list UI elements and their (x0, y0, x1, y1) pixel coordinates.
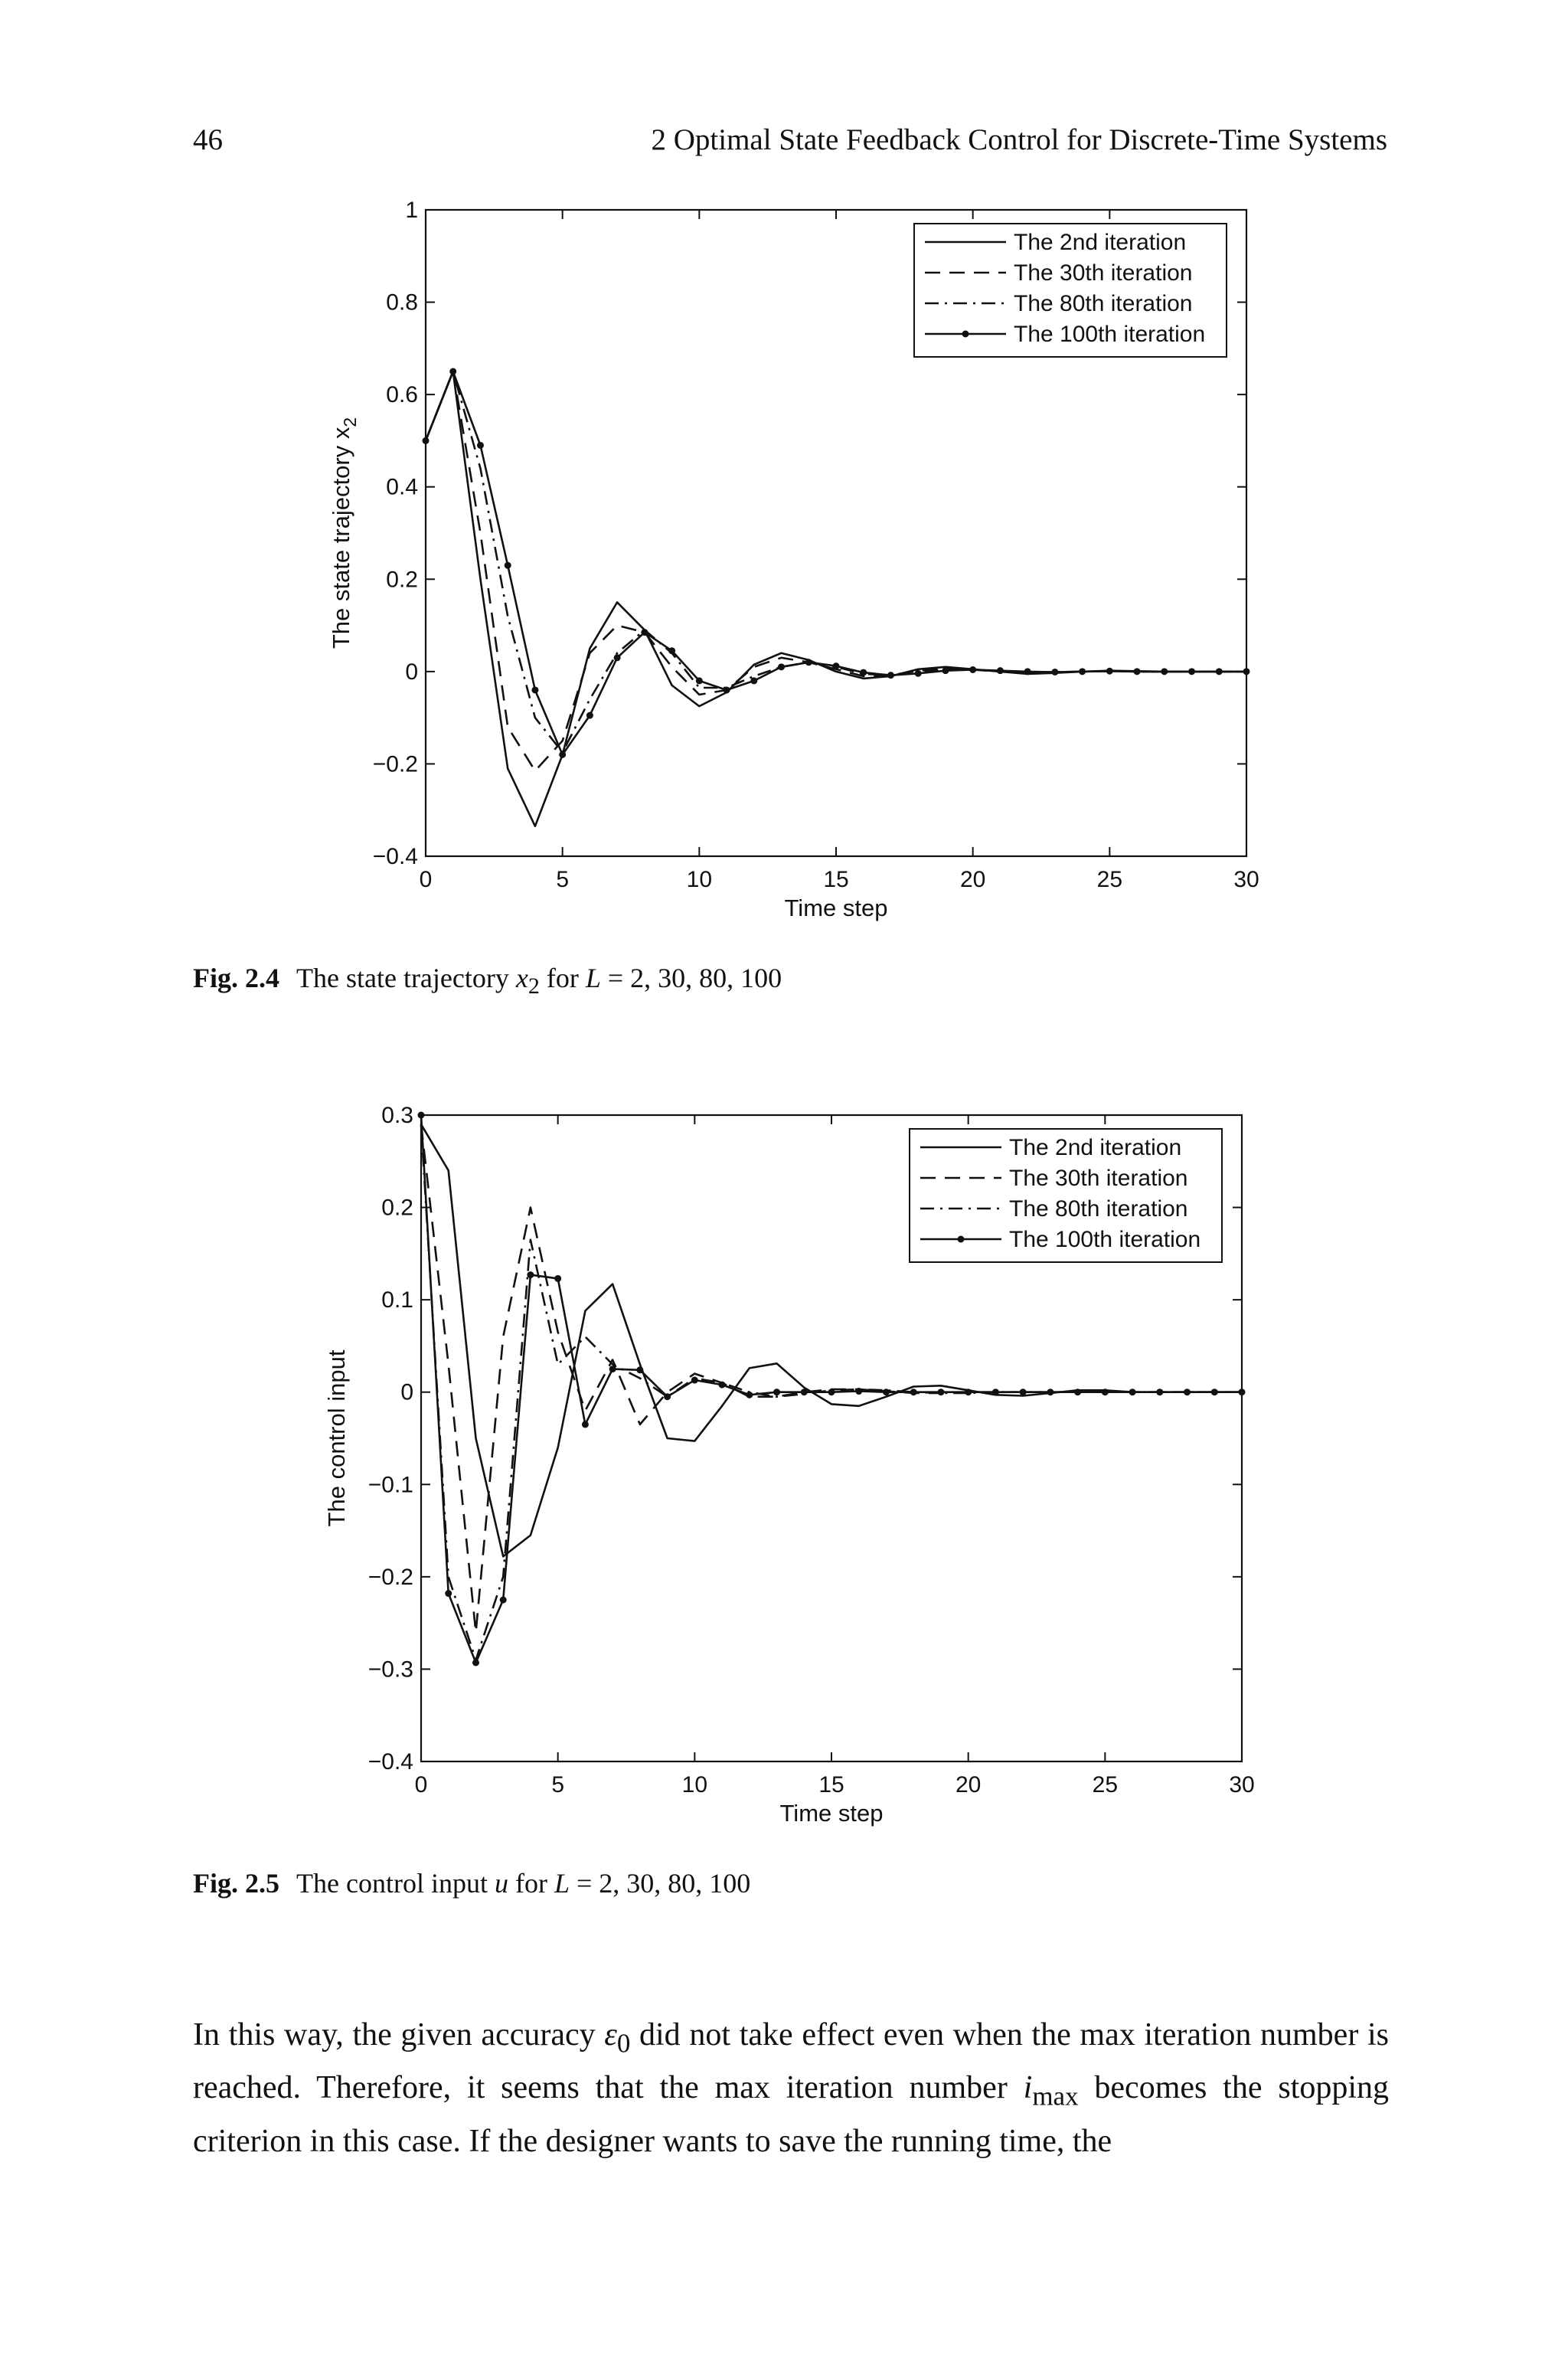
caption-text: = 2, 30, 80, 100 (600, 963, 782, 993)
legend-label: The 30th iteration (1009, 1166, 1188, 1191)
y-tick-label: −0.1 (368, 1472, 413, 1498)
caption-text: for (539, 963, 586, 993)
y-tick-label: 0.8 (386, 289, 418, 316)
y-tick-label: 0 (405, 659, 418, 685)
control-data-point (1047, 1389, 1054, 1395)
legend-marker (958, 1236, 965, 1243)
x-tick-label: 15 (823, 867, 849, 892)
body-text: In this way, the given accuracy (193, 2017, 605, 2053)
control-data-point (1184, 1389, 1191, 1395)
control-data-point (1211, 1389, 1218, 1395)
legend-label: The 80th iteration (1009, 1196, 1188, 1222)
caption-var-L: L (585, 963, 601, 993)
caption-label: Fig. 2.5 (193, 1868, 279, 1899)
y-tick-label: 0 (400, 1379, 413, 1405)
control-data-point (1156, 1389, 1163, 1395)
body-paragraph (193, 2013, 1389, 2164)
control-data-point (664, 1393, 671, 1400)
x-tick-label: 0 (414, 1772, 428, 1797)
symbol-sub: max (1032, 2081, 1079, 2111)
y-tick-label: 0.6 (386, 382, 418, 408)
control-data-point (1239, 1389, 1246, 1395)
x-tick-label: 20 (955, 1772, 982, 1797)
control-data-point (1102, 1389, 1109, 1395)
y-tick-label: 0.1 (381, 1287, 413, 1313)
caption-text: The control input (296, 1868, 495, 1899)
x-tick-label: 10 (686, 867, 713, 892)
running-head: 2 Optimal State Feedback Control for Discrete-Time Systems (651, 123, 1387, 156)
figure-caption-2-5 (193, 1867, 750, 1899)
caption-text: for (508, 1868, 554, 1899)
caption-text: = 2, 30, 80, 100 (569, 1868, 751, 1899)
control-data-point (1074, 1389, 1081, 1395)
body-text: becomes the stopping criterion in this case. If the designer wants to save the running time, the (193, 2070, 1390, 2159)
x-tick-label: 25 (1096, 867, 1123, 892)
control-data-point (719, 1382, 726, 1389)
caption-text: The state trajectory (296, 963, 516, 993)
legend-label: The 100th iteration (1014, 322, 1206, 347)
control-data-point (992, 1389, 999, 1395)
control-data-point (554, 1275, 561, 1282)
symbol-sub: 0 (616, 2028, 631, 2059)
symbol-epsilon: ε (604, 2017, 617, 2053)
y-axis-title-text: The state trajectory x (328, 427, 354, 649)
x-tick-label: 15 (818, 1772, 844, 1797)
legend-label: The 2nd iteration (1014, 230, 1187, 255)
control-data-point (445, 1590, 452, 1597)
x-tick-label: 30 (1233, 867, 1259, 892)
control-data-point (527, 1271, 534, 1278)
control-data-point (910, 1389, 917, 1395)
y-tick-label: 0.2 (381, 1195, 413, 1221)
control-data-point (691, 1377, 698, 1384)
control-data-point (773, 1389, 780, 1395)
x-axis-title: Time step (784, 895, 888, 921)
control-data-point (1020, 1389, 1027, 1395)
control-data-point (828, 1389, 835, 1395)
caption-sub: 2 (528, 973, 540, 999)
caption-var-x: x (515, 963, 528, 993)
control-data-point (582, 1421, 589, 1428)
control-data-point (472, 1659, 479, 1666)
body-text: did not take effect even when the max iteration number is reached. Therefore, it seems that the max iteration number (193, 2017, 1389, 2106)
y-axis-title-text: The control input (323, 1349, 350, 1527)
legend-label: The 100th iteration (1009, 1227, 1201, 1252)
y-axis-title-subscript: 2 (340, 417, 360, 427)
y-tick-label: −0.2 (368, 1564, 413, 1590)
x-tick-label: 5 (551, 1772, 565, 1797)
y-tick-label: −0.3 (368, 1657, 413, 1683)
y-axis-title (323, 1349, 350, 1526)
legend-label: The 80th iteration (1014, 291, 1193, 316)
control-data-point (855, 1388, 862, 1395)
x-tick-label: 25 (1092, 1772, 1119, 1797)
y-tick-label: −0.2 (372, 751, 418, 777)
x-tick-label: 5 (556, 867, 570, 892)
control-data-point (1129, 1389, 1136, 1395)
control-data-point (609, 1366, 616, 1372)
caption-var-L: L (554, 1868, 570, 1899)
caption-label: Fig. 2.4 (193, 963, 279, 993)
x-tick-label: 20 (959, 867, 986, 892)
control-data-point (418, 1112, 425, 1119)
symbol-i: i (1023, 2070, 1033, 2106)
x-tick-label: 0 (419, 867, 433, 892)
x-tick-label: 30 (1229, 1772, 1255, 1797)
control-data-point (883, 1389, 890, 1395)
caption-var-u: u (494, 1868, 508, 1899)
control-data-point (801, 1389, 808, 1395)
control-data-point (746, 1392, 753, 1398)
y-tick-label: 0.4 (386, 474, 418, 500)
control-data-point (937, 1389, 944, 1395)
x-axis-title: Time step (779, 1800, 884, 1827)
legend-label: The 2nd iteration (1009, 1135, 1182, 1160)
y-tick-label: 1 (405, 198, 418, 223)
control-data-point (965, 1389, 972, 1395)
legend-label: The 30th iteration (1014, 260, 1193, 286)
y-tick-label: −0.4 (372, 844, 418, 869)
y-tick-label: −0.4 (368, 1749, 413, 1775)
y-tick-label: 0.3 (381, 1103, 413, 1128)
y-tick-label: 0.2 (386, 567, 418, 593)
page-number: 46 (193, 123, 223, 156)
control-data-point (636, 1366, 643, 1373)
control-data-point (500, 1597, 507, 1604)
x-tick-label: 10 (681, 1772, 708, 1797)
